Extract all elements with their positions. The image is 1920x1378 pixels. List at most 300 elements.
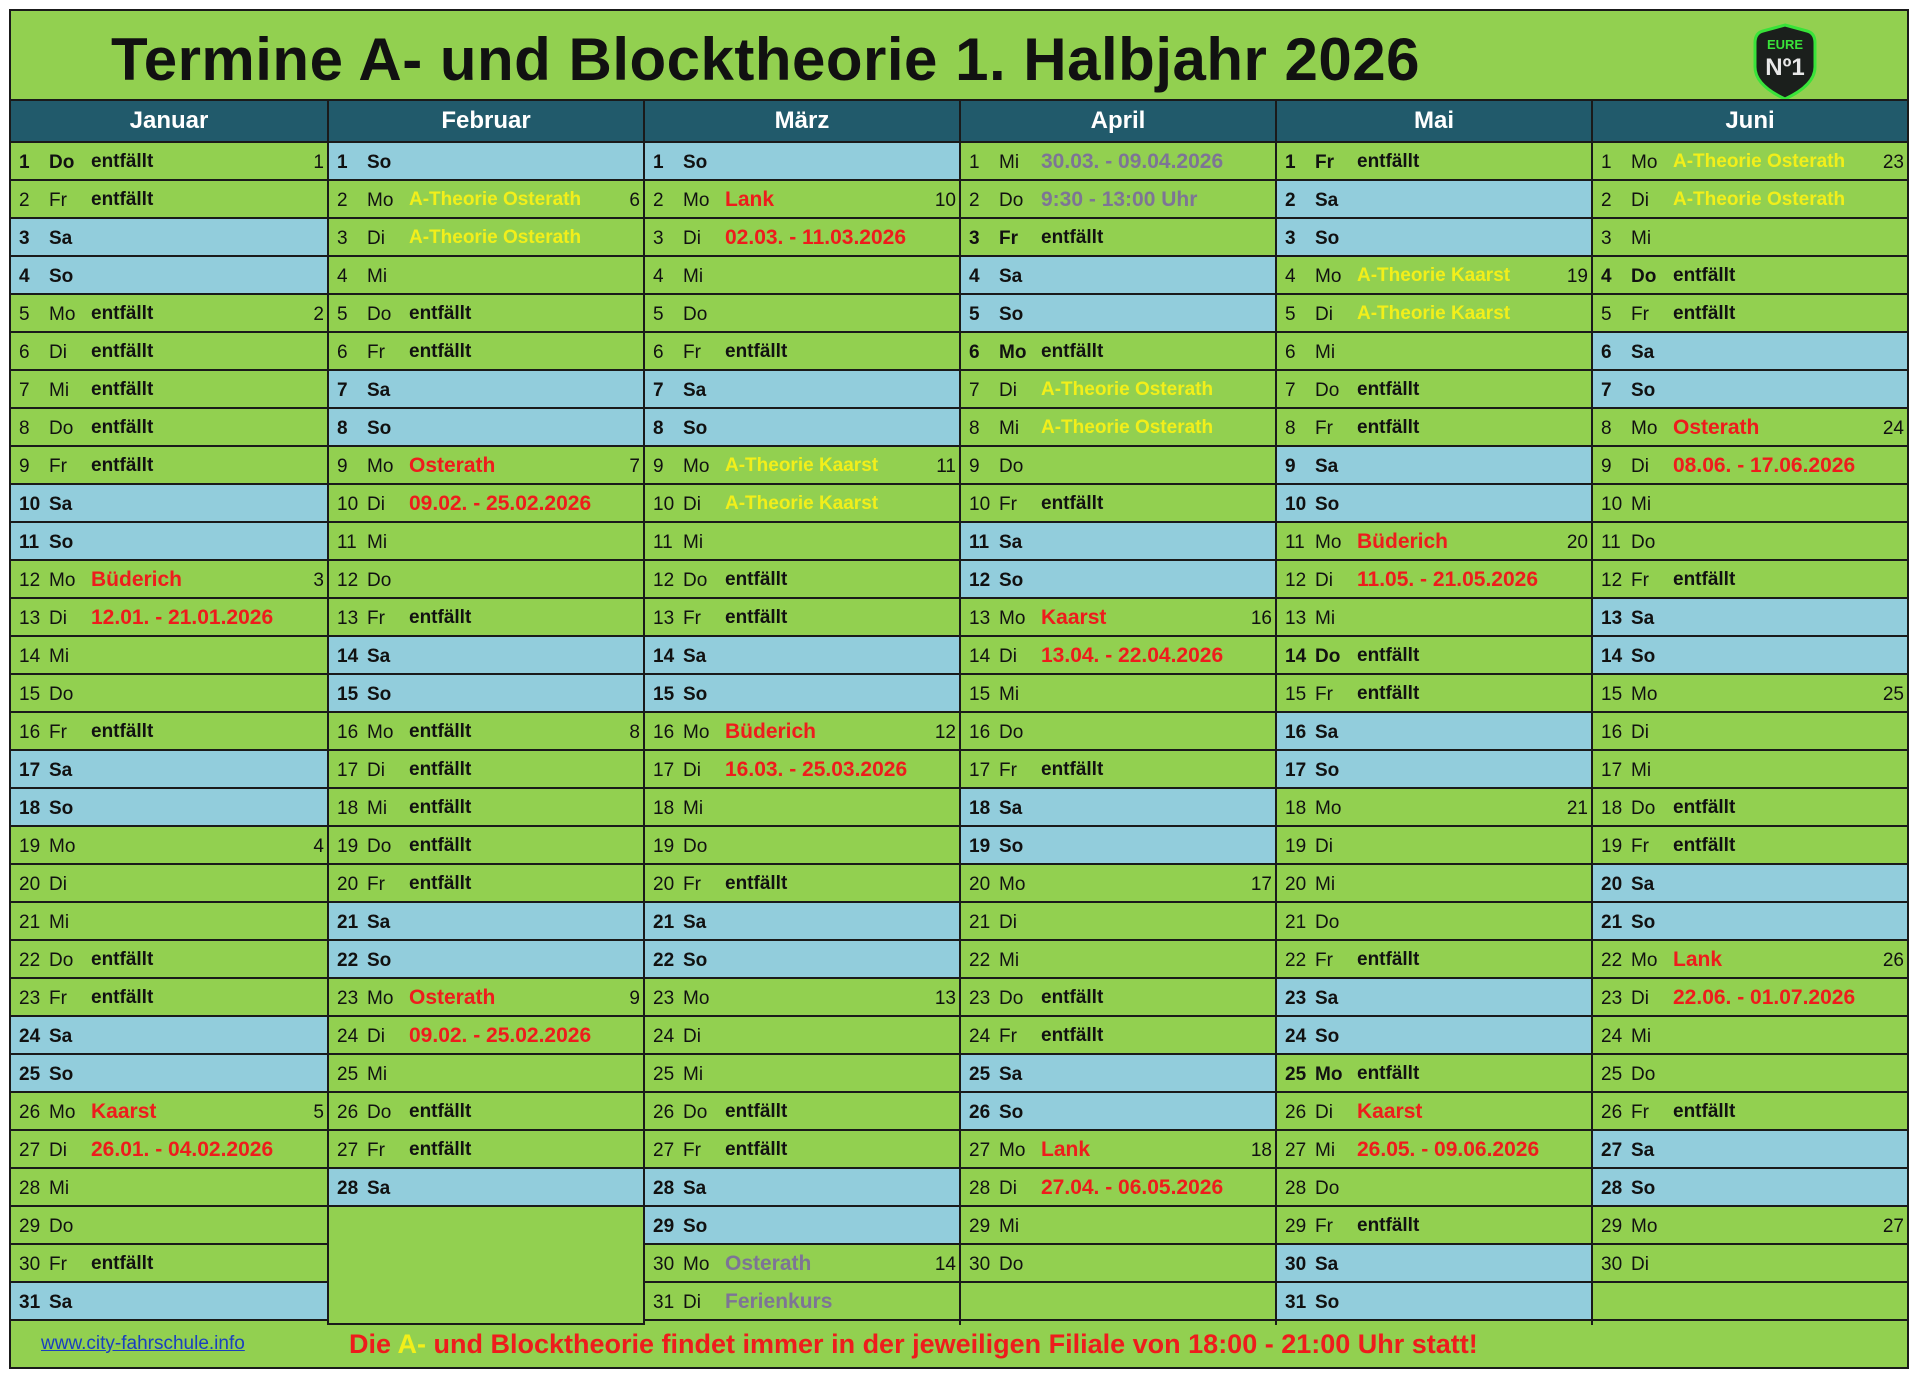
event-text: entfällt	[91, 303, 154, 324]
event-text: entfällt	[409, 1101, 472, 1122]
weekday: Fr	[49, 988, 67, 1009]
weekday: So	[999, 1102, 1024, 1123]
weekday: So	[367, 684, 392, 705]
weekday: Fr	[1631, 836, 1649, 857]
event-text: entfällt	[1673, 303, 1736, 324]
weekday: Fr	[999, 494, 1017, 515]
weekday: Mi	[683, 532, 704, 553]
week-number: 16	[1250, 608, 1272, 629]
day-number: 28	[1285, 1178, 1307, 1199]
weekday: Fr	[367, 1140, 385, 1161]
event-text: 26.01. - 04.02.2026	[91, 1138, 274, 1161]
day-number: 21	[337, 912, 359, 933]
weekday: Do	[49, 684, 74, 705]
day-row	[645, 979, 959, 1017]
day-number: 22	[19, 950, 41, 971]
day-row	[961, 219, 1275, 257]
day-row	[1593, 295, 1907, 333]
weekday: Sa	[1315, 190, 1339, 211]
day-row	[1277, 143, 1591, 181]
day-number: 2	[653, 190, 664, 211]
day-number: 19	[1285, 836, 1307, 857]
weekday: Fr	[999, 760, 1017, 781]
event-text: entfällt	[91, 455, 154, 476]
day-row	[329, 865, 643, 903]
weekday: Fr	[1631, 570, 1649, 591]
day-row	[645, 637, 959, 675]
day-row	[329, 1131, 643, 1169]
weekday: Sa	[367, 912, 391, 933]
day-number: 25	[1601, 1064, 1623, 1085]
event-text: 30.03. - 09.04.2026	[1041, 150, 1224, 173]
weekday: Sa	[49, 1026, 73, 1047]
day-row	[645, 143, 959, 181]
week-number: 9	[629, 988, 640, 1009]
weekday: So	[49, 1064, 74, 1085]
day-number: 1	[653, 152, 664, 173]
day-number: 7	[337, 380, 348, 401]
event-text: Lank	[1041, 1138, 1091, 1161]
weekday: Di	[1315, 570, 1333, 591]
day-number: 1	[1601, 152, 1612, 173]
day-number: 4	[1601, 266, 1612, 287]
day-number: 3	[969, 228, 980, 249]
day-number: 12	[969, 570, 991, 591]
day-row	[961, 181, 1275, 219]
day-number: 17	[337, 760, 359, 781]
weekday: Do	[367, 1102, 392, 1123]
day-row	[961, 599, 1275, 637]
weekday: Sa	[1315, 988, 1339, 1009]
weekday: So	[999, 304, 1024, 325]
event-text: Kaarst	[1041, 606, 1107, 629]
weekday: So	[1631, 646, 1656, 667]
day-row	[329, 675, 643, 713]
weekday: So	[683, 1216, 708, 1237]
day-row	[961, 485, 1275, 523]
week-number: 13	[934, 988, 956, 1009]
day-row	[961, 1093, 1275, 1131]
day-row	[1593, 827, 1907, 865]
weekday: Fr	[1315, 950, 1333, 971]
weekday: Sa	[999, 532, 1023, 553]
day-row	[329, 637, 643, 675]
event-text: 09.02. - 25.02.2026	[409, 492, 592, 515]
day-number: 6	[969, 342, 980, 363]
day-row	[1277, 599, 1591, 637]
day-row	[1593, 751, 1907, 789]
event-text: A-Theorie Osterath	[409, 227, 582, 248]
day-number: 8	[969, 418, 980, 439]
weekday: So	[1315, 1292, 1340, 1313]
day-number: 31	[19, 1292, 41, 1313]
day-number: 1	[1285, 152, 1296, 173]
day-number: 7	[1285, 380, 1296, 401]
weekday: So	[1315, 494, 1340, 515]
weekday: Mo	[367, 722, 394, 743]
weekday: Mi	[683, 798, 704, 819]
weekday: Di	[999, 1178, 1017, 1199]
day-number: 26	[1285, 1102, 1307, 1123]
weekday: Do	[1315, 646, 1341, 667]
day-number: 18	[19, 798, 41, 819]
day-row	[1277, 751, 1591, 789]
day-number: 3	[653, 228, 664, 249]
weekday: So	[367, 418, 392, 439]
day-row	[1277, 1017, 1591, 1055]
weekday: Mi	[1315, 342, 1336, 363]
day-row	[11, 295, 327, 333]
day-row	[961, 1207, 1275, 1245]
day-row	[1277, 713, 1591, 751]
event-text: Osterath	[1673, 416, 1760, 439]
week-number: 24	[1882, 418, 1904, 439]
day-number: 21	[653, 912, 675, 933]
weekday: Mo	[49, 570, 76, 591]
day-number: 25	[969, 1064, 991, 1085]
day-number: 25	[19, 1064, 41, 1085]
day-number: 24	[19, 1026, 41, 1047]
week-number: 17	[1250, 874, 1272, 895]
day-number: 30	[1601, 1254, 1623, 1275]
event-text: entfällt	[1357, 645, 1420, 666]
day-row	[645, 675, 959, 713]
day-number: 16	[1601, 722, 1623, 743]
weekday: Mi	[683, 1064, 704, 1085]
day-row	[645, 447, 959, 485]
week-number: 20	[1566, 532, 1588, 553]
day-number: 24	[1285, 1026, 1307, 1047]
day-row	[1277, 1169, 1591, 1207]
weekday: Di	[683, 1026, 701, 1047]
weekday: Fr	[683, 608, 701, 629]
week-number: 7	[629, 456, 640, 477]
day-number: 19	[969, 836, 991, 857]
weekday: Mi	[999, 152, 1020, 173]
day-number: 11	[1601, 532, 1621, 553]
day-number: 5	[653, 304, 664, 325]
day-number: 21	[969, 912, 991, 933]
event-text: 22.06. - 01.07.2026	[1673, 986, 1856, 1009]
day-row	[1277, 485, 1591, 523]
event-text: entfällt	[1041, 1025, 1104, 1046]
weekday: Do	[999, 456, 1024, 477]
day-number: 13	[1601, 608, 1623, 629]
day-row	[645, 1055, 959, 1093]
week-number: 26	[1882, 950, 1904, 971]
day-number: 23	[1601, 988, 1623, 1009]
event-text: entfällt	[409, 797, 472, 818]
weekday: Mo	[1631, 152, 1658, 173]
weekday: So	[683, 418, 708, 439]
weekday: Di	[999, 646, 1017, 667]
day-number: 22	[969, 950, 991, 971]
weekday: Di	[1631, 456, 1649, 477]
weekday: Mo	[683, 1254, 710, 1275]
day-number: 9	[653, 456, 664, 477]
day-number: 8	[19, 418, 30, 439]
month-column	[643, 99, 959, 1325]
day-row	[1593, 1169, 1907, 1207]
day-number: 16	[19, 722, 41, 743]
event-text: 12.01. - 21.01.2026	[91, 606, 274, 629]
event-text: entfällt	[1357, 949, 1420, 970]
day-number: 11	[337, 532, 357, 553]
day-row	[645, 1131, 959, 1169]
day-row	[11, 1055, 327, 1093]
day-row	[1593, 789, 1907, 827]
day-row	[1277, 295, 1591, 333]
day-row	[11, 561, 327, 599]
day-row	[1593, 143, 1907, 181]
day-row	[961, 447, 1275, 485]
day-number: 15	[653, 684, 675, 705]
weekday: Di	[1315, 836, 1333, 857]
day-number: 14	[969, 646, 991, 667]
event-text: entfällt	[409, 303, 472, 324]
day-number: 19	[653, 836, 675, 857]
weekday: Sa	[1631, 342, 1655, 363]
day-row	[961, 1055, 1275, 1093]
day-row	[11, 1093, 327, 1131]
day-number: 26	[337, 1102, 359, 1123]
week-number: 3	[313, 570, 324, 591]
day-number: 28	[1601, 1178, 1623, 1199]
weekday: Mi	[49, 1178, 70, 1199]
event-text: Osterath	[409, 454, 496, 477]
event-text: 02.03. - 11.03.2026	[725, 226, 906, 249]
event-text: entfällt	[409, 873, 472, 894]
weekday: Mi	[49, 646, 70, 667]
day-number: 24	[969, 1026, 991, 1047]
day-row	[645, 751, 959, 789]
event-text: entfällt	[409, 759, 472, 780]
day-row	[1593, 561, 1907, 599]
day-row	[1277, 523, 1591, 561]
day-row	[645, 181, 959, 219]
weekday: So	[1315, 760, 1340, 781]
weekday: Mo	[999, 342, 1027, 363]
day-number: 23	[653, 988, 675, 1009]
event-text: A-Theorie Kaarst	[1357, 265, 1511, 286]
event-text: Büderich	[1357, 530, 1449, 553]
day-number: 10	[337, 494, 359, 515]
day-number: 8	[1285, 418, 1296, 439]
weekday: Mi	[367, 532, 388, 553]
day-row	[11, 143, 327, 181]
month-header: Juni	[1593, 99, 1907, 143]
weekday: Mo	[1631, 950, 1658, 971]
event-text: 13.04. - 22.04.2026	[1041, 644, 1224, 667]
day-number: 16	[1285, 722, 1307, 743]
event-text: entfällt	[725, 1139, 788, 1160]
day-row	[1277, 219, 1591, 257]
day-row	[1593, 903, 1907, 941]
day-number: 19	[337, 836, 359, 857]
event-text: entfällt	[1673, 797, 1736, 818]
weekday: So	[367, 950, 392, 971]
day-number: 7	[969, 380, 980, 401]
day-number: 20	[653, 874, 675, 895]
weekday: So	[49, 266, 74, 287]
weekday: Mi	[1631, 228, 1652, 249]
month-header: April	[961, 99, 1275, 143]
day-number: 25	[653, 1064, 675, 1085]
weekday: Fr	[367, 608, 385, 629]
day-number: 4	[653, 266, 664, 287]
day-number: 2	[1601, 190, 1612, 211]
day-row	[645, 599, 959, 637]
event-text: entfällt	[1041, 341, 1104, 362]
day-row	[11, 409, 327, 447]
weekday: So	[1315, 1026, 1340, 1047]
weekday: Mi	[999, 684, 1020, 705]
weekday: Fr	[1315, 152, 1334, 173]
day-number: 3	[1601, 228, 1612, 249]
day-row	[1277, 637, 1591, 675]
weekday: Fr	[999, 228, 1018, 249]
day-number: 20	[337, 874, 359, 895]
day-row	[645, 561, 959, 599]
weekday: Mi	[1631, 1026, 1652, 1047]
website-link[interactable]: www.city-fahrschule.info	[41, 1333, 245, 1354]
day-number: 26	[19, 1102, 41, 1123]
day-row	[329, 751, 643, 789]
weekday: So	[1631, 912, 1656, 933]
event-text: entfällt	[1357, 1063, 1420, 1084]
day-number: 23	[19, 988, 41, 1009]
day-number: 29	[19, 1216, 41, 1237]
weekday: Fr	[1631, 1102, 1649, 1123]
day-row	[329, 257, 643, 295]
day-row	[1277, 257, 1591, 295]
day-number: 29	[969, 1216, 991, 1237]
day-row	[645, 1207, 959, 1245]
event-text: entfällt	[1673, 569, 1736, 590]
weekday: Mi	[999, 950, 1020, 971]
event-text: entfällt	[409, 721, 472, 742]
day-row	[645, 333, 959, 371]
day-row	[11, 257, 327, 295]
event-text: Ferienkurs	[725, 1290, 833, 1313]
day-number: 2	[1285, 190, 1296, 211]
weekday: Mi	[1631, 494, 1652, 515]
weekday: Di	[1631, 190, 1649, 211]
day-number: 30	[1285, 1254, 1307, 1275]
event-text: 26.05. - 09.06.2026	[1357, 1138, 1540, 1161]
weekday: Do	[1631, 1064, 1656, 1085]
weekday: Di	[1315, 1102, 1333, 1123]
day-row	[645, 219, 959, 257]
week-number: 6	[629, 190, 640, 211]
day-row	[1277, 561, 1591, 599]
day-row	[1593, 637, 1907, 675]
event-text: entfällt	[725, 569, 788, 590]
weekday: Di	[683, 760, 701, 781]
weekday: Mo	[1315, 532, 1342, 553]
day-number: 25	[337, 1064, 359, 1085]
day-row	[329, 599, 643, 637]
day-number: 6	[337, 342, 348, 363]
day-number: 23	[969, 988, 991, 1009]
event-text: entfällt	[1357, 417, 1420, 438]
day-row	[961, 713, 1275, 751]
empty-cell	[329, 1207, 643, 1325]
event-text: 27.04. - 06.05.2026	[1041, 1176, 1224, 1199]
day-row	[1593, 713, 1907, 751]
day-number: 20	[1285, 874, 1307, 895]
weekday: So	[1631, 380, 1656, 401]
weekday: Do	[1631, 266, 1657, 287]
weekday: Do	[683, 1102, 708, 1123]
day-row	[961, 789, 1275, 827]
weekday: Di	[683, 494, 701, 515]
day-row	[1593, 941, 1907, 979]
day-row	[329, 1093, 643, 1131]
weekday: Mo	[683, 988, 710, 1009]
day-row	[11, 865, 327, 903]
day-row	[11, 599, 327, 637]
weekday: Mo	[49, 1102, 76, 1123]
week-number: 18	[1250, 1140, 1272, 1161]
week-number: 21	[1566, 798, 1588, 819]
day-number: 5	[1285, 304, 1296, 325]
day-number: 6	[1285, 342, 1296, 363]
day-row	[961, 561, 1275, 599]
day-row	[1277, 1055, 1591, 1093]
day-row	[1277, 371, 1591, 409]
day-number: 4	[969, 266, 980, 287]
event-text: entfällt	[91, 417, 154, 438]
weekday: Mi	[367, 1064, 388, 1085]
day-row	[11, 675, 327, 713]
weekday: So	[683, 152, 708, 173]
event-text: A-Theorie Osterath	[409, 189, 582, 210]
weekday: Di	[999, 912, 1017, 933]
weekday: Fr	[1631, 304, 1649, 325]
event-text: Büderich	[91, 568, 183, 591]
event-text: entfällt	[725, 341, 788, 362]
event-text: entfällt	[91, 379, 154, 400]
month-column	[11, 99, 327, 1325]
day-row	[645, 1169, 959, 1207]
day-row	[329, 827, 643, 865]
weekday: Mo	[1631, 1216, 1658, 1237]
weekday: So	[999, 570, 1024, 591]
day-number: 7	[19, 380, 30, 401]
day-number: 29	[653, 1216, 675, 1237]
weekday: Sa	[367, 380, 391, 401]
weekday: Mo	[1315, 1064, 1343, 1085]
weekday: Mo	[1315, 798, 1342, 819]
svg-text:Nº1: Nº1	[1765, 54, 1805, 81]
weekday: Fr	[683, 874, 701, 895]
day-number: 11	[19, 532, 40, 553]
event-text: entfällt	[91, 189, 154, 210]
weekday: Mo	[49, 836, 76, 857]
day-number: 31	[1285, 1292, 1307, 1313]
day-number: 20	[19, 874, 41, 895]
day-number: 10	[969, 494, 991, 515]
day-row	[11, 1131, 327, 1169]
weekday: So	[1631, 1178, 1656, 1199]
weekday: Sa	[1631, 608, 1655, 629]
day-row	[645, 523, 959, 561]
event-text: entfällt	[91, 1253, 154, 1274]
day-row	[1277, 789, 1591, 827]
month-header: März	[645, 99, 959, 143]
week-number: 14	[934, 1254, 956, 1275]
